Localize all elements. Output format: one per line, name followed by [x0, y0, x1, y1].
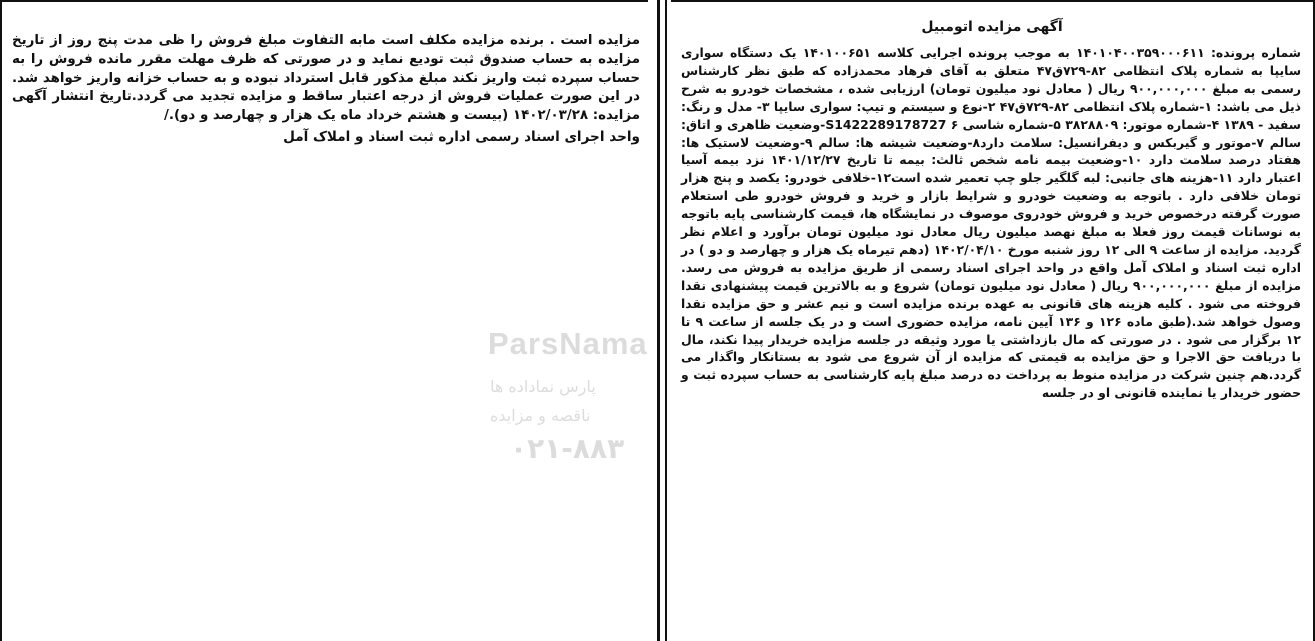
watermark-line-2: ناقصه و مزایده [490, 406, 591, 425]
ad-title: آگهی مزایده اتومبیل [921, 19, 1063, 35]
continuation-paragraph: مزایده است . برنده مزایده مکلف است مابه التفاوت مبلغ فروش را ظی مدت پنج روز از تاریخ مزایده به حساب صندوق ثبت تودیع نماید و در صورتی که ظرف مهلت مقرر مانده فروش را به حساب سپرده ثبت واریز نکند مبلغ مذکور قابل استرداد نبوده و به حساب خزانه واریز خواهد شد. در این صورت عملیات فروش از درجه اعتبار ساقط و مزایده تجدید می گردد.تاریخ انتشار آگهی مزایده: ۱۴۰۲/۰۳/۲۸ (بیست و هشتم خرداد ماه یک هزار و چهارصد و دو)./ [12, 33, 640, 124]
watermark-line-1: پارس نماداده ها [490, 377, 596, 396]
issuing-office-signature: واحد اجرای اسناد رسمی اداره ثبت اسناد و املاک آمل [283, 128, 640, 145]
ad-body: شماره پرونده: ۱۴۰۱۰۴۰۰۳۵۹۰۰۰۶۱۱ به موجب پرونده اجرایی کلاسه ۱۴۰۱۰۰۶۵۱ یک دستگاه سواری سایپا به شماره پلاک انتظامی ۸۲-۷۲۹ق۴۷ متعلق به آقای فرهاد محمدزاده که طبق نظر کارشناس رسمی به مبلغ ۹۰۰,۰۰۰,۰۰۰ ریال ( معادل نود میلیون تومان) ارزیابی شده ، مشخصات خودرو به شرح ذیل می باشد: ۱-شماره پلاک انتظامی ۸۲-۷۲۹ق۴۷ ۲-نوع و سیستم و تیپ: سواری سایپا ۳- مدل و رنگ: سفید - ۱۳۸۹ ۴-شماره موتور: ۳۸۲۸۸۰۹ ۵-شماره شاسی S1422289178727 ۶-وضعیت ظاهری و اتاق: سالم ۷-موتور و گیربکس و دیفرانسیل: سلامت دارد۸-وضعیت شیشه ها: سالم ۹-وضعیت لاستیک ها: هفتاد درصد سلامت دارد ۱۰-وضعیت بیمه نامه شخص ثالث: بیمه تا تاریخ ۱۴۰۱/۱۲/۲۷ نزد بیمه آسیا اعتبار دارد ۱۱-هزینه های جانبی: لبه گلگیر جلو چپ تعمیر شده است۱۲-خلافی خودرو: یکصد و پنج هزار تومان خلافی دارد . باتوجه به وضعیت خودرو و شرایط بازار و خرید و فروش خودرو طی استعلام صورت گرفته درخصوص خرید و فروش خودروی موصوف در نمایشگاه ها، قیمت کارشناسی پایه باتوجه به نوسانات قیمت روز فعلا به مبلغ نهصد میلیون ریال معادل نود میلیون تومان برآورد و اعلام نظر گردید. مزایده از ساعت ۹ الی ۱۲ روز شنبه مورخ ۱۴۰۲/۰۴/۱۰ (دهم تیرماه یک هزار و چهارصد و دو ) در اداره ثبت اسناد و املاک آمل واقع در واحد اجرای اسناد رسمی از طریق مزایده به فروش می رسد. مزایده از مبلغ ۹۰۰,۰۰۰,۰۰۰ ریال ( معادل نود میلیون تومان) شروع و به بالاترین قیمت پیشنهادی نقدا فروخته می شود . کلیه هزینه های قانونی به عهده برنده مزایده است و نیم عشر و حق مزایده نقدا وصول خواهد شد.(طبق ماده ۱۲۶ و ۱۳۶ آیین نامه، مزایده حضوری است و در یک جلسه از ساعت ۹ تا ۱۲ برگزار می شود . در صورتی که مال بازداشتی یا مورد وثیقه در جلسه مزایده خریدار پیدا نکند، مال با دریافت حق الاجرا و حق مزایده به قیمتی که مزایده از آن شروع می شود به بستانکار واگذار می گردد.هم چنین شرکت در مزایده منوط به پرداخت ده درصد مبلغ پایه کارشناسی به حساب سپرده ثبت و حضور خریدار یا نماینده قانونی او در جلسه [681, 45, 1302, 401]
left-column [0, 0, 648, 641]
right-column [671, 0, 1315, 641]
column-divider-thin [665, 0, 667, 641]
watermark-phone: ۰۲۱-۸۸۳ [510, 432, 625, 465]
watermark-logo-text: ParsNama [488, 326, 648, 361]
column-divider-thick [657, 0, 660, 641]
